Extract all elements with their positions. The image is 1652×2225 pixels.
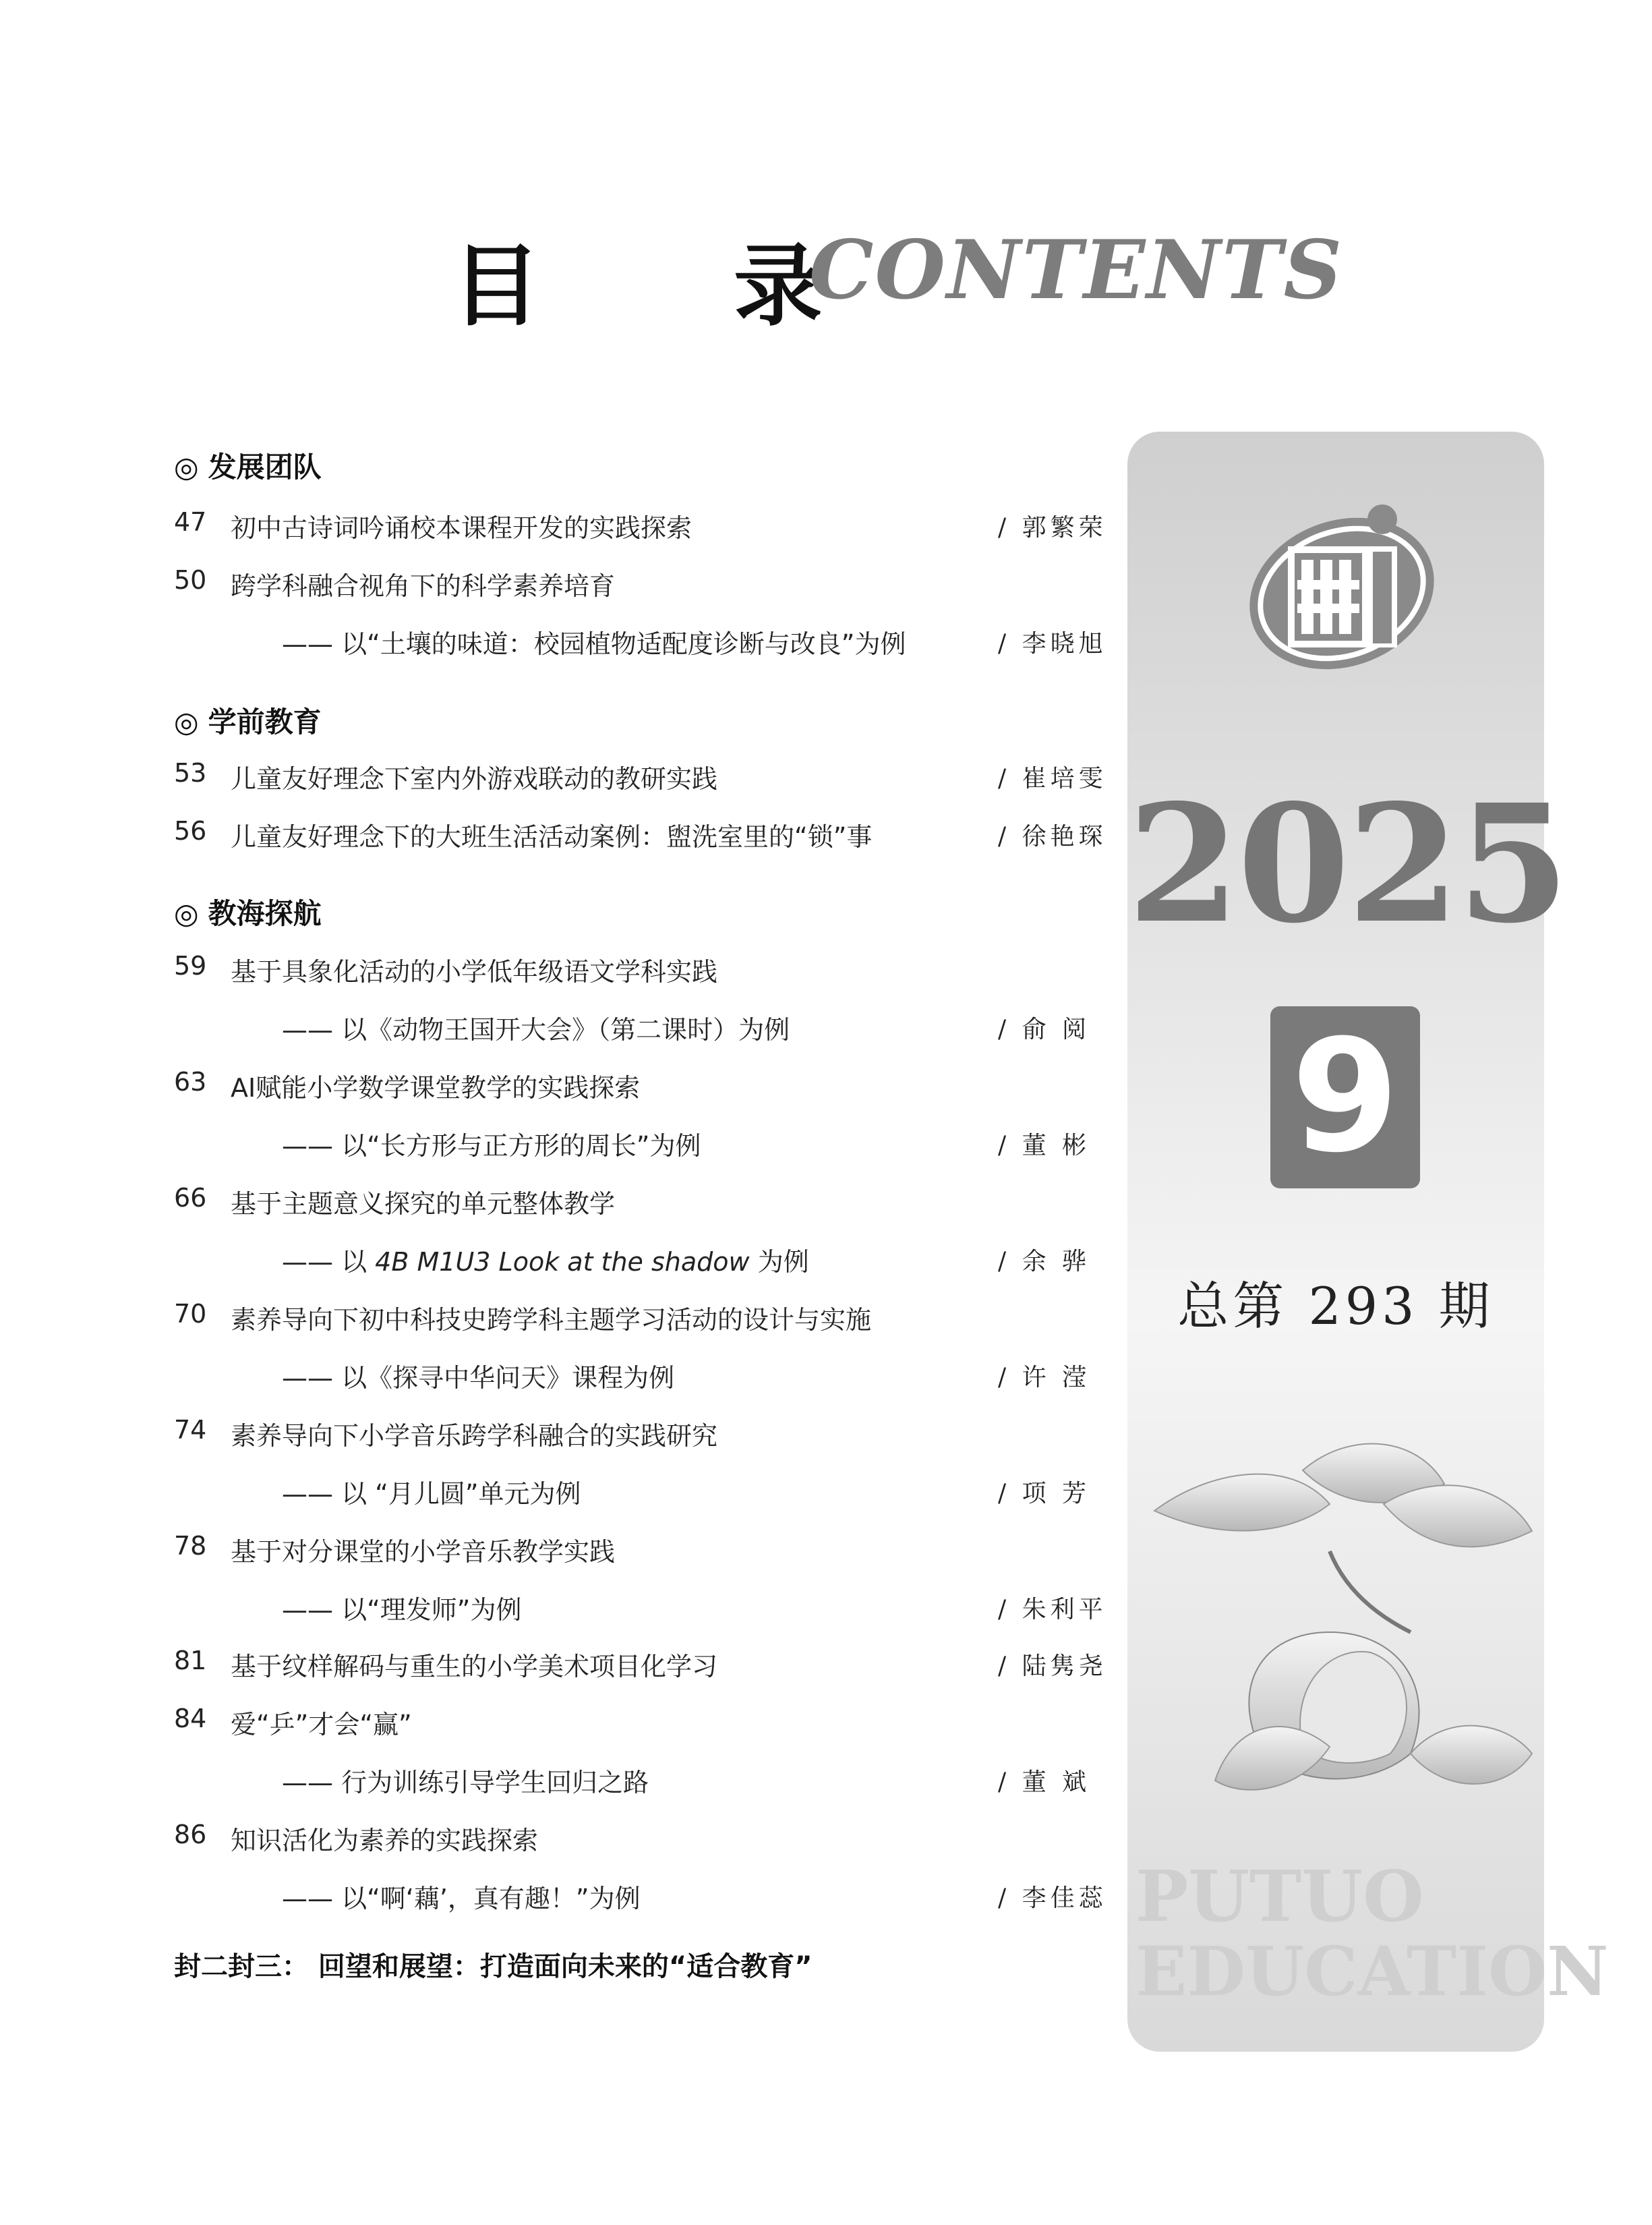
magnolia-illustration <box>1127 1430 1544 1861</box>
entry-author: / 余 骅 <box>998 1248 1091 1275</box>
entry-title[interactable]: 初中古诗词吟诵校本课程开发的实践探索 <box>231 513 692 543</box>
entry-page: 81 <box>174 1646 207 1675</box>
entry-page: 74 <box>174 1415 207 1445</box>
entry-subtitle: —— 以“土壤的味道：校园植物适配度诊断与改良”为例 <box>282 629 906 659</box>
entry-author: / 董 彬 <box>998 1132 1091 1159</box>
entry-subtitle: —— 以《探寻中华问天》课程为例 <box>282 1363 675 1393</box>
issue-year: 2025 <box>1127 769 1567 959</box>
entry-author: / 许 滢 <box>998 1364 1091 1391</box>
entry-title[interactable]: 跨学科融合视角下的科学素养培育 <box>231 571 616 601</box>
entry-author: / 董 斌 <box>998 1768 1091 1796</box>
entry-author: / 徐艳琛 <box>998 823 1107 850</box>
section-heading <box>174 700 322 741</box>
brand-education: EDUCATION <box>1135 1932 1609 2011</box>
entry-page: 84 <box>174 1704 207 1733</box>
entry-title[interactable]: 基于具象化活动的小学低年级语文学科实践 <box>231 957 718 987</box>
entry-page: 53 <box>174 758 207 788</box>
entry-page: 70 <box>174 1299 207 1329</box>
entry-subtitle: —— 以 “月儿圆”单元为例 <box>282 1479 581 1509</box>
entry-title[interactable]: 基于对分课堂的小学音乐教学实践 <box>231 1537 616 1567</box>
brand-putuo: PUTUO <box>1135 1855 1424 1938</box>
section-heading <box>174 445 322 486</box>
entry-page: 59 <box>174 951 207 981</box>
entry-title[interactable]: 素养导向下初中科技史跨学科主题学习活动的设计与实施 <box>231 1305 872 1335</box>
entry-page: 86 <box>174 1820 207 1849</box>
cover-note: 封二封三： 回望和展望：打造面向未来的“适合教育” <box>174 1951 813 1982</box>
section-label: 发展团队 <box>208 451 322 484</box>
double-circle-icon: ◎ <box>174 897 199 930</box>
entry-author: / 朱利平 <box>998 1596 1107 1623</box>
section-label: 学前教育 <box>208 705 322 739</box>
entry-title[interactable]: 爱“乒”才会“赢” <box>231 1710 412 1739</box>
total-issue: 总第 293 期 <box>1177 1276 1494 1336</box>
entry-title[interactable]: 基于纹样解码与重生的小学美术项目化学习 <box>231 1652 718 1681</box>
entry-subtitle: —— 以《动物王国开大会》（第二课时）为例 <box>282 1015 790 1045</box>
entry-subtitle: —— 以“长方形与正方形的周长”为例 <box>282 1131 701 1161</box>
entry-title[interactable]: 儿童友好理念下的大班生活活动案例：盥洗室里的“锁”事 <box>231 822 873 852</box>
entry-author: / 陆隽尧 <box>998 1652 1107 1680</box>
entry-title[interactable]: 基于主题意义探究的单元整体教学 <box>231 1189 616 1219</box>
entry-title[interactable]: 知识活化为素养的实践探索 <box>231 1826 539 1855</box>
section-heading <box>174 892 322 932</box>
entry-title[interactable]: 素养导向下小学音乐跨学科融合的实践研究 <box>231 1421 718 1451</box>
entry-title[interactable]: AI赋能小学数学课堂教学的实践探索 <box>231 1073 641 1103</box>
entry-subtitle: —— 行为训练引导学生回归之路 <box>282 1768 649 1797</box>
entry-author: / 李晓旭 <box>998 630 1107 658</box>
entry-page: 63 <box>174 1067 207 1097</box>
page-title-en: CONTENTS <box>809 223 1344 318</box>
entry-author: / 项 芳 <box>998 1480 1091 1507</box>
entry-page: 47 <box>174 507 207 537</box>
entry-subtitle: —— 以“理发师”为例 <box>282 1595 522 1625</box>
entry-author: / 李佳蕊 <box>998 1884 1107 1912</box>
double-circle-icon: ◎ <box>174 705 199 739</box>
issue-number: 9 <box>1270 1006 1420 1188</box>
entry-author: / 俞 阅 <box>998 1016 1091 1043</box>
entry-subtitle: —— 以“啊‘藕’，真有趣！”为例 <box>282 1884 641 1913</box>
entry-page: 66 <box>174 1183 207 1213</box>
entry-author: / 崔培雯 <box>998 765 1107 792</box>
page-title-cn: 目 录 <box>452 234 904 339</box>
entry-title[interactable]: 儿童友好理念下室内外游戏联动的教研实践 <box>231 764 718 794</box>
entry-subtitle: —— 以 4B M1U3 Look at the shadow 为例 <box>282 1247 809 1277</box>
putuo-education-logo <box>1241 492 1443 681</box>
entry-author: / 郭繁荣 <box>998 514 1107 542</box>
entry-page: 50 <box>174 565 207 595</box>
issue-panel <box>1127 432 1609 2052</box>
entry-page: 78 <box>174 1531 207 1561</box>
entry-page: 56 <box>174 816 207 846</box>
section-label: 教海探航 <box>208 897 322 930</box>
double-circle-icon: ◎ <box>174 451 199 484</box>
